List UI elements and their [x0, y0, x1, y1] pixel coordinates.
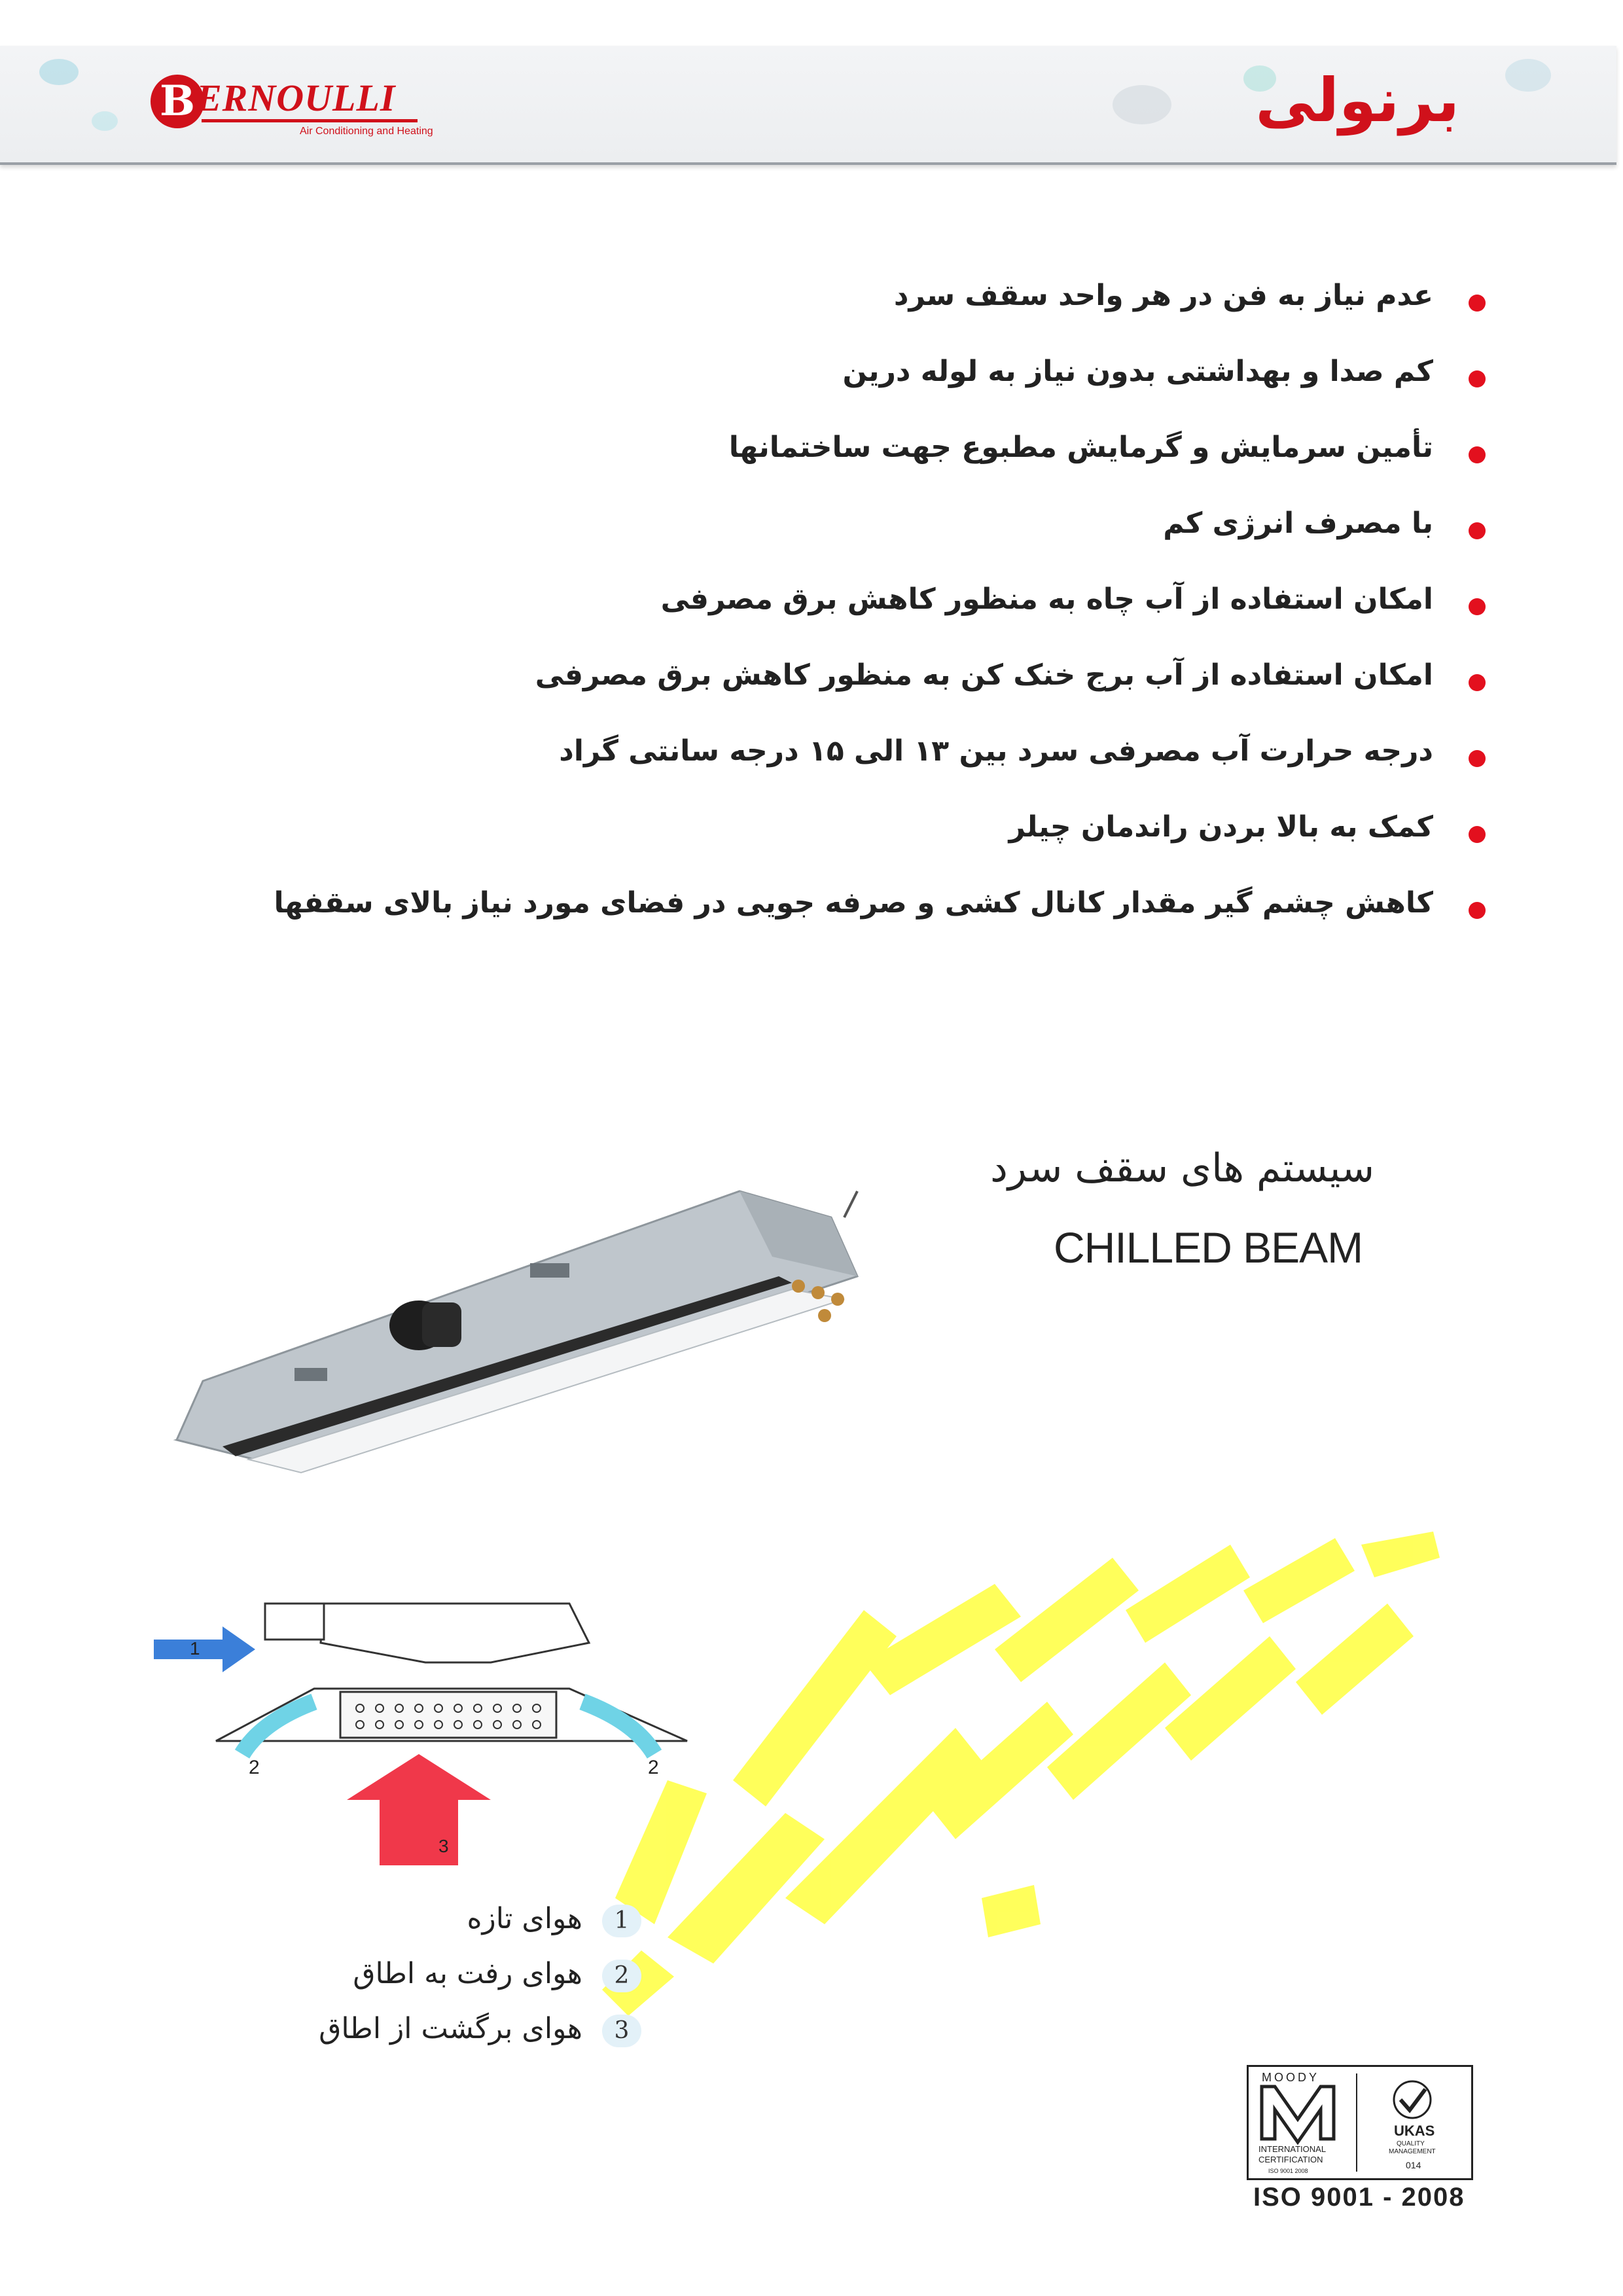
chilled-beam-illustration [164, 1165, 883, 1492]
feature-item [190, 730, 1433, 806]
cert-iso-small: ISO 9001 2008 [1268, 2168, 1308, 2174]
legend-number: 1 [602, 1905, 641, 1937]
bullet-icon [1469, 295, 1486, 312]
logo-underline [202, 119, 418, 122]
splash-decoration [92, 111, 118, 131]
bullet-icon [1469, 446, 1486, 463]
legend-text: هوای رفت به اطاق [353, 1957, 582, 1990]
legend-item [236, 2008, 630, 2063]
feature-text: کم صدا و بهداشتی بدون نیاز به لوله درین [842, 355, 1433, 388]
feature-item [190, 503, 1433, 579]
feature-item [190, 427, 1433, 503]
bullet-icon [1469, 902, 1486, 919]
page-header [0, 46, 1616, 165]
logo-mark: B [151, 75, 204, 128]
feature-text: عدم نیاز به فن در هر واحد سقف سرد [893, 279, 1433, 312]
feature-item [190, 579, 1433, 655]
feature-list [190, 275, 1433, 958]
legend-item [236, 1953, 630, 2008]
bullet-icon [1469, 522, 1486, 539]
legend-item [236, 1898, 630, 1953]
bullet-icon [1469, 674, 1486, 691]
arrow-label: 3 [438, 1836, 449, 1856]
arrow-label: 2 [249, 1757, 260, 1778]
feature-text: با مصرف انرژی کم [1163, 507, 1433, 540]
legend-number: 2 [602, 1960, 641, 1992]
ukas-sub2: MANAGEMENT [1389, 2148, 1436, 2155]
diagram-legend [236, 1898, 630, 2063]
splash-decoration [39, 59, 79, 85]
logo-tagline: Air Conditioning and Heating [300, 126, 433, 137]
arrow-label: 1 [190, 1638, 200, 1659]
feature-item [190, 275, 1433, 351]
product-title-en: CHILLED BEAM [1054, 1223, 1363, 1272]
arrow-label: 2 [648, 1757, 659, 1778]
bullet-icon [1469, 370, 1486, 387]
iso-standard-text: ISO 9001 - 2008 [1253, 2183, 1465, 2212]
feature-text: درجه حرارت آب مصرفی سرد بین ۱۳ الی ۱۵ درجه سانتی گراد [559, 734, 1433, 768]
feature-item [190, 882, 1433, 958]
splash-decoration [1505, 59, 1551, 92]
certification-badge [1247, 2065, 1473, 2180]
splash-decoration [1113, 85, 1171, 124]
feature-text: امکان استفاده از آب برج خنک کن به منظور کاهش برق مصرفی [535, 658, 1433, 692]
legend-number: 3 [602, 2015, 641, 2047]
legend-text: هوای برگشت از اطاق [319, 2012, 582, 2045]
feature-text: تأمین سرمایش و گرمایش مطبوع جهت ساختمانها [728, 431, 1433, 464]
return-air-arrow [347, 1754, 491, 1865]
feature-item [190, 351, 1433, 427]
moody-text: MOODY [1262, 2071, 1320, 2084]
cert-cert: CERTIFICATION [1258, 2155, 1323, 2164]
ukas-num: 014 [1406, 2160, 1421, 2170]
fresh-air-arrow [154, 1626, 255, 1672]
bullet-icon [1469, 750, 1486, 767]
bernoulli-logo [151, 72, 433, 137]
product-title-fa: سیستم های سقف سرد [990, 1145, 1374, 1191]
ukas-sub1: QUALITY [1397, 2140, 1425, 2147]
logo-wordmark: ERNOULLI [196, 77, 396, 119]
airflow-diagram [151, 1584, 726, 1872]
feature-text: امکان استفاده از آب چاه به منظور کاهش برق مصرفی [660, 583, 1433, 616]
feature-item [190, 655, 1433, 730]
brand-title-fa: برنولی [1255, 65, 1459, 135]
bullet-icon [1469, 598, 1486, 615]
legend-text: هوای تازه [467, 1902, 582, 1935]
ukas-text: UKAS [1394, 2123, 1435, 2139]
feature-text: کمک به بالا بردن راندمان چیلر [1008, 810, 1433, 844]
feature-text: کاهش چشم گیر مقدار کانال کشی و صرفه جویی در فضای مورد نیاز بالای سقفها [274, 886, 1433, 920]
feature-item [190, 806, 1433, 882]
bullet-icon [1469, 826, 1486, 843]
cert-intl: INTERNATIONAL [1258, 2144, 1327, 2154]
moody-ukas-logo [1249, 2067, 1471, 2178]
